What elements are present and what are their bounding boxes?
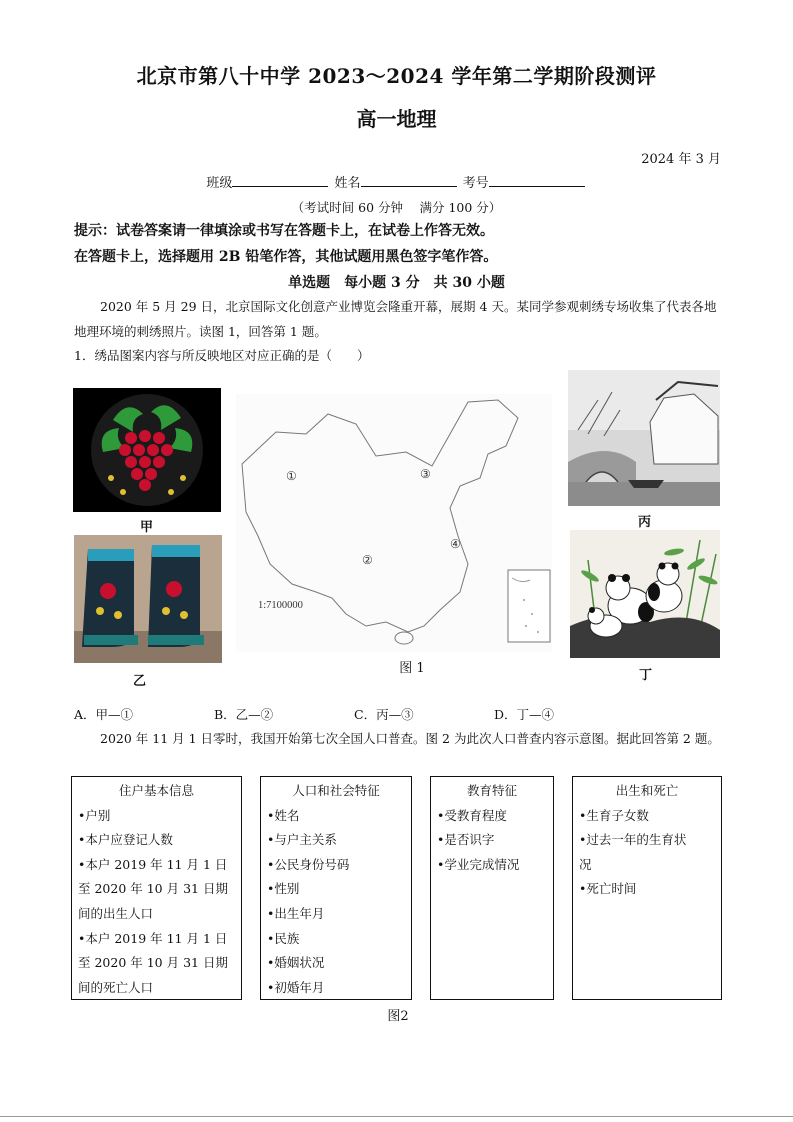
census-box-population <box>260 776 412 1000</box>
page-bottom-divider <box>0 1116 793 1117</box>
label-yi: 乙 <box>133 674 147 689</box>
embroidery-ding-image <box>570 530 720 658</box>
question-1: 1．绣品图案内容与所反映地区对应正确的是（ ） <box>74 348 370 363</box>
option-a[interactable]: A．甲—① <box>74 707 134 722</box>
list-item: •与户主关系 <box>267 832 337 848</box>
box-title: 人口和社会特征 <box>292 783 380 798</box>
box-title: 教育特征 <box>466 783 517 798</box>
list-item: •生育子女数 <box>579 807 649 823</box>
list-item: •学业完成情况 <box>437 856 520 872</box>
list-item: •受教育程度 <box>437 807 507 823</box>
figure-2-caption: 图2 <box>387 1009 409 1024</box>
list-item: 间的出生人口 <box>78 905 154 921</box>
list-item: 至 2020 年 10 月 31 日期 <box>78 881 228 897</box>
class-label: 班级 <box>206 176 233 191</box>
list-item: •民族 <box>267 930 300 946</box>
list-item: •初婚年月 <box>267 979 325 995</box>
list-item: 间的死亡人口 <box>78 979 154 995</box>
list-item: •婚姻状况 <box>267 955 325 971</box>
section-title: 单选题 每小题 3 分 共 30 小题 <box>288 275 505 291</box>
embroidery-jia-image <box>73 388 221 512</box>
list-item: •姓名 <box>267 807 300 823</box>
question-1-options <box>74 705 634 723</box>
list-item: •户别 <box>78 807 111 823</box>
list-item: 况 <box>579 856 592 872</box>
class-blank[interactable] <box>232 174 328 187</box>
list-item: •死亡时间 <box>579 881 637 897</box>
tip-line-1: 提示：试卷答案请一律填涂或书写在答题卡上，在试卷上作答无效。 <box>74 223 494 239</box>
student-fields <box>0 172 793 191</box>
id-label: 考号 <box>462 176 489 191</box>
list-item: •本户应登记人数 <box>78 832 173 848</box>
option-d[interactable]: D．丁—④ <box>494 707 555 722</box>
name-label: 姓名 <box>334 176 361 191</box>
exam-timing: （考试时间 60 分钟 满分 100 分） <box>291 200 502 215</box>
label-bing: 丙 <box>638 515 652 530</box>
id-blank[interactable] <box>489 174 585 187</box>
list-item: •过去一年的生育状 <box>579 832 687 848</box>
list-item: •出生年月 <box>267 905 325 921</box>
option-c[interactable]: C．丙—③ <box>354 707 414 722</box>
census-box-birth-death <box>572 776 722 1000</box>
box-title: 住户基本信息 <box>118 783 194 798</box>
exam-date: 2024 年 3 月 <box>641 152 721 167</box>
marker-4: ④ <box>450 537 461 551</box>
list-item: •是否识字 <box>437 832 495 848</box>
list-item: •性别 <box>267 881 300 897</box>
list-item: 至 2020 年 10 月 31 日期 <box>78 955 228 971</box>
box-title: 出生和死亡 <box>615 783 679 798</box>
marker-2: ② <box>362 553 373 567</box>
census-box-household <box>71 776 242 1000</box>
embroidery-bing-image <box>568 370 720 506</box>
census-box-education <box>430 776 554 1000</box>
name-blank[interactable] <box>361 174 457 187</box>
figure-1-caption: 图 1 <box>399 661 425 676</box>
list-item: •公民身份号码 <box>267 856 350 872</box>
list-item: •本户 2019 年 11 月 1 日 <box>78 856 228 872</box>
page-subtitle: 高一地理 <box>356 107 437 131</box>
embroidery-yi-image <box>74 535 222 663</box>
intro-paragraph-1: 2020 年 5 月 29 日，北京国际文化创意产业博览会隆重开幕，展期 4 天。某同学参观刺绣专场收集了代表各地地理环境的刺绣照片。读图 1，回答第 1 题。 <box>74 299 717 339</box>
page-title: 北京市第八十中学 2023～2024 学年第二学期阶段测评 <box>136 64 657 88</box>
label-ding: 丁 <box>639 668 653 683</box>
map-scale: 1:7100000 <box>258 600 303 611</box>
marker-3: ③ <box>420 467 431 481</box>
tip-line-2: 在答题卡上，选择题用 2B 铅笔作答，其他试题用黑色签字笔作答。 <box>74 249 498 265</box>
marker-1: ① <box>286 469 297 483</box>
intro-paragraph-2: 2020 年 11 月 1 日零时，我国开始第七次全国人口普查。图 2 为此次人口普查内容示意图。据此回答第 2 题。 <box>100 731 720 746</box>
list-item: •本户 2019 年 11 月 1 日 <box>78 930 228 946</box>
china-map <box>236 394 552 652</box>
label-jia: 甲 <box>140 520 154 535</box>
option-b[interactable]: B．乙—② <box>214 707 274 722</box>
